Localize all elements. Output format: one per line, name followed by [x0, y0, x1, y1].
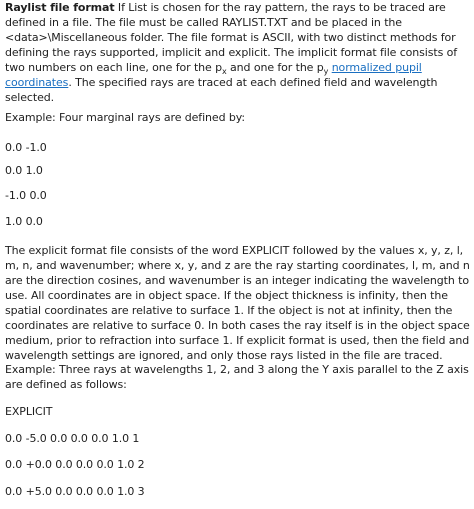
example2-line: 0.0 +5.0 0.0 0.0 0.0 1.0 3 [5, 485, 145, 498]
example1-line: 0.0 -1.0 [5, 141, 47, 154]
explicit-keyword: EXPLICIT [5, 405, 53, 418]
example2-intro: Example: Three rays at wavelengths 1, 2, and 3 along the Y axis parallel to the Z axis are defined as follows: [5, 363, 469, 391]
section-heading: Raylist file format [5, 1, 115, 14]
intro-text: If List is chosen for the ray pattern, the rays to be traced are defined in a file. The file must be called RAYLIST.TXT and be placed in the <data>\Miscellaneous folder. The file format is ASCII, with two distinct methods for defining the rays supported, implicit and explicit. The implicit format file consists of two numbers on each line, one for the p [5, 1, 458, 74]
example1-line: 0.0 1.0 [5, 164, 43, 177]
normalized-pupil-coordinates-link[interactable]: normalized pupil coordinates [5, 61, 422, 89]
intro-text-3: . The specified rays are traced at each defined field and wavelength selected. [5, 76, 438, 104]
explicit-format-paragraph: The explicit format file consists of the word EXPLICIT followed by the values x, y, z, l, m, n, and wavenumber; where x, y, and z are the ray starting coordinates, l, m, and n are the direction cosines, and wavenumber is an integer indicating the wavelength to use. All coordinates are in object space. If the object thickness is infinity, then the spatial coordinates are relative to surface 1. If the object is not at infinity, then the coordinates are relative to surface 0. In both cases the ray itself is in the object space medium, prior to refraction into surface 1. If explicit format is used, then the field and wavelength settings are ignored, and only those rays listed in the file are traced. [5, 244, 470, 362]
intro-text-2: and one for the p [226, 61, 324, 74]
example1-line: -1.0 0.0 [5, 189, 47, 202]
example2-line: 0.0 -5.0 0.0 0.0 0.0 1.0 1 [5, 432, 140, 445]
subscript-x: x [221, 67, 227, 76]
subscript-y: y [323, 67, 329, 76]
example2-line: 0.0 +0.0 0.0 0.0 0.0 1.0 2 [5, 458, 145, 471]
example1-intro: Example: Four marginal rays are defined by: [5, 111, 245, 124]
example1-line: 1.0 0.0 [5, 215, 43, 228]
intro-paragraph [5, 0, 471, 105]
